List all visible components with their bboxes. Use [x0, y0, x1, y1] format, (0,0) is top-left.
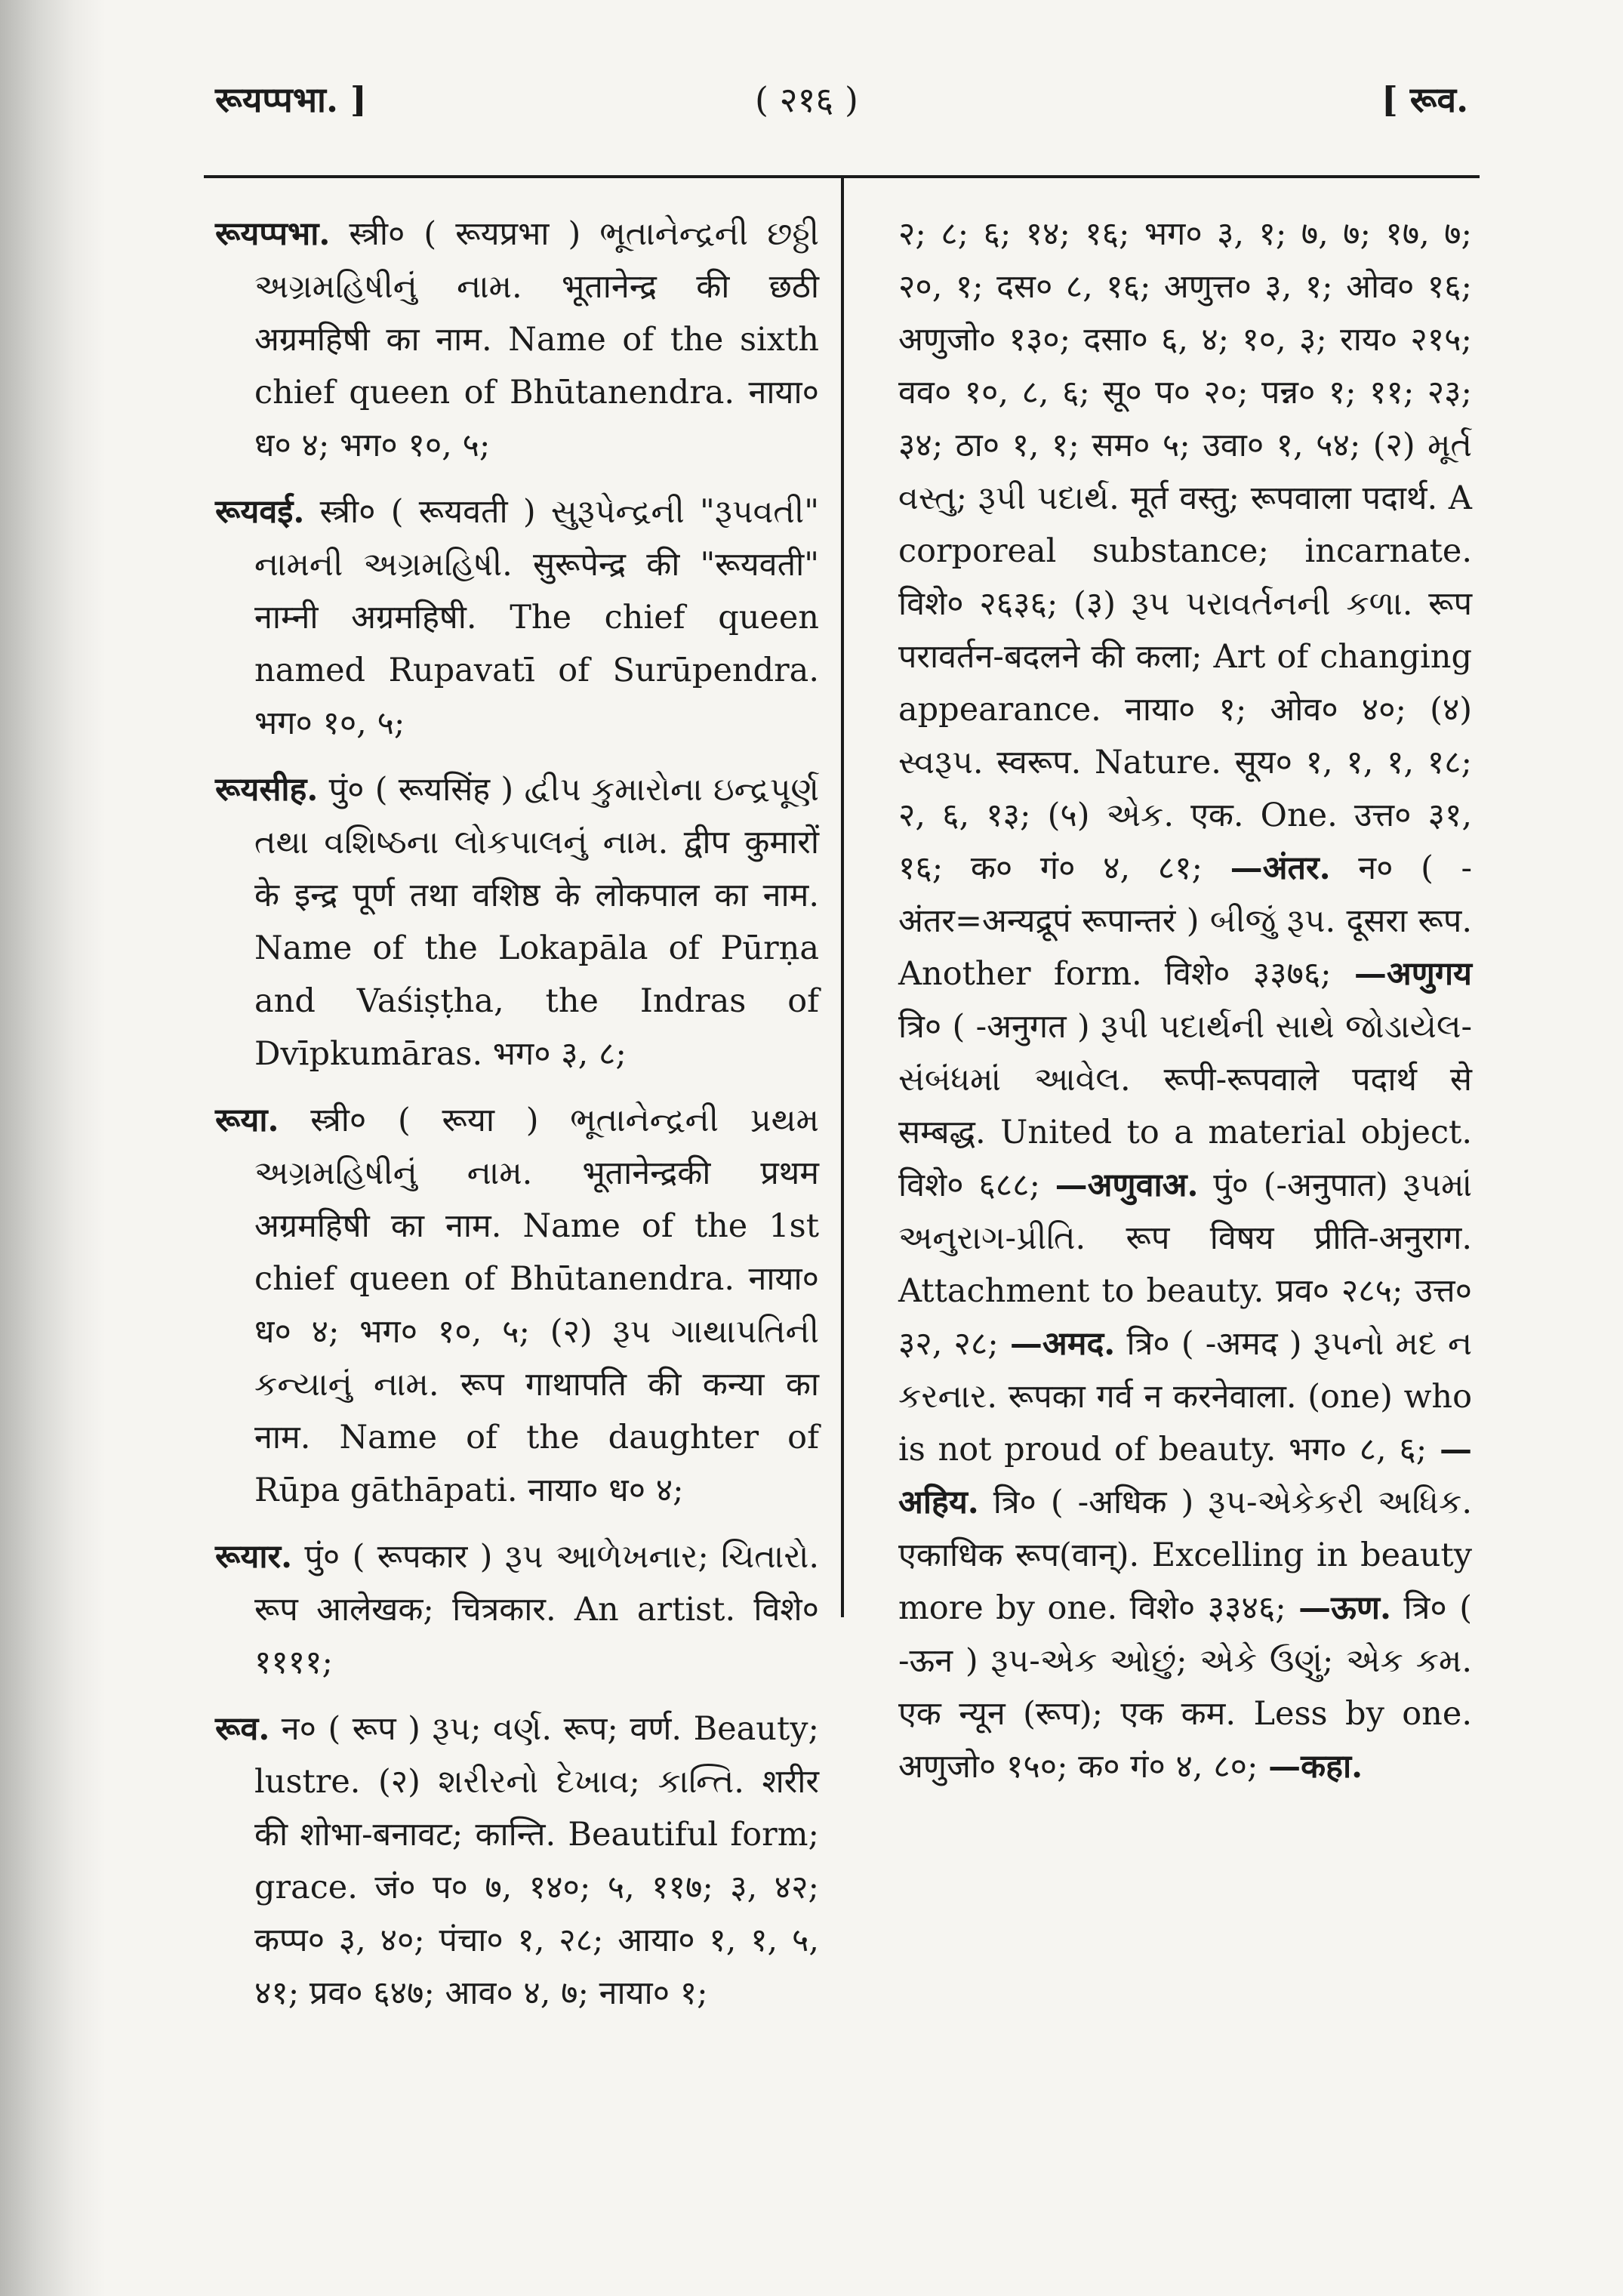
- entry-headword: रूयप्पभा.: [215, 215, 331, 253]
- entry-headword: रूयार.: [215, 1538, 293, 1576]
- subentry-headword: —ऊण.: [1298, 1589, 1391, 1627]
- entry-text: पुं० ( रूयसिंह ) દ્વીપ કુમારોના ઇન્દ્રપૂર્ણ તથા વશિષ્ઠના લોકપાલનું નામ. द्वीप कुमारों के इन्द्र पूर्ण तथा वशिष्ठ के लोकपाल का नाम. Name of the Lokapāla of Pūrṇa and Vaśiṣṭha, the Indras of Dvīpkumāras. भग० ३, ८;: [254, 771, 819, 1073]
- subentry-headword: —अहिय.: [898, 1431, 1473, 1521]
- entry-headword: रूया.: [215, 1102, 279, 1139]
- entry-headword: रूयवई.: [215, 493, 305, 531]
- dictionary-entry: [215, 1530, 819, 1689]
- subentry-headword: —अंतर.: [1230, 849, 1331, 887]
- entry-text: पुं० ( रूपकार ) રૂપ આળેખનાર; ચિતારો. रूप आलेखक; चित्रकार. An artist. विशे० ११११;: [254, 1538, 819, 1681]
- dictionary-entry: [215, 208, 819, 472]
- subentry-text: न० ( -अंतर=अन्यद्रूपं रूपान्तरं ) બીજું રૂપ. दूसरा रूप. Another form. विशे० ३३७६;: [898, 849, 1473, 993]
- entry-text: स्त्री० ( रूयवती ) સુરૂપેન્દ્રની "રૂપવતી" નામની અગ્રમહિષી. सुरूपेन्द्र की "रूयवती" नाम्नी अग्रमहिषी. The chief queen named Rupavatī of Surūpendra. भग० १०, ५;: [254, 493, 819, 742]
- entry-continuation: [898, 208, 1472, 1793]
- entry-headword: रूयसीह.: [215, 771, 319, 809]
- entry-text: स्त्री० ( रूया ) ભૂતાનેન્દ્રની પ્રથમ અગ્રમહિષીનું નામ. भूतानेन्द्रकी प्रथम अग्रमहिषी का नाम. Name of the 1st chief queen of Bhūtanendra. नाया० ध० ४; भग० १०, ५; (२) રૂપ ગાથાપતિની કન્યાનું નામ. रूप गाथापति की कन्या का नाम. Name of the daughter of Rūpa gāthāpati. नाया० ध० ४;: [254, 1102, 820, 1509]
- dictionary-entry: [215, 1703, 819, 2020]
- entry-text: स्त्री० ( रूयप्रभा ) ભૂતાનેન્દ્રની છઠ્ઠી અગ્રમહિષીનું નામ. भूतानेन्द्र की छठी अग्रमहिषी का नाम. Name of the sixth chief queen of Bhūtanendra. नाया० ध० ४; भग० १०, ५;: [254, 215, 819, 464]
- subentry-headword: —कहा.: [1268, 1748, 1363, 1786]
- dictionary-entry: [215, 1094, 819, 1517]
- subentry-text: त्रि० ( -अनुगत ) રૂપી પદાર્થની સાથે જોડાયેલ-સંબંધમાં આવેલ. रूपी-रूपवाले पदार्थ से सम्बद्ध. United to a material object. विशे० ६८८;: [898, 1008, 1472, 1204]
- entry-headword: रूव.: [215, 1710, 270, 1748]
- right-column: [898, 208, 1472, 1793]
- subentry-text: त्रि० ( -अमद ) રૂપનો મદ ન કરનાર. रूपका गर्व न करनेवाला. (one) who is not proud of beauty. भग० ८, ६;: [898, 1325, 1473, 1469]
- running-head-left: रूयप्पभा. ]: [215, 79, 367, 120]
- dictionary-entry: [215, 485, 819, 750]
- continuation-text: २; ८; ६; १४; १६; भग० ३, १; ७, ७; १७, ७; २०, १; दस० ८, १६; अणुत्त० ३, १; ओव० १६; अणुजो० १३०; दसा० ६, ४; १०, ३; राय० २१५; वव० १०, ८, ६; सू० प० २०; पन्न० १; ११; २३; ३४; ठा० १, १; सम० ५; उवा० १, ५४; (२) મૂર્ત વસ્તુ; રૂપી પદાર્થ. मूर्त वस्तु; रूपवाला पदार्थ. A corporeal substance; incarnate. विशे० २६३६; (३) રૂપ પરાવર્તનની કળા. रूप परावर्तन-बदलने की कला; Art of changing appearance. नाया० १; ओव० ४०; (४) સ્વરૂપ. स्वरूप. Nature. सूय० १, १, १, १८; २, ६, १३; (५) એક. एक. One. उत्त० ३१, १६; क० गं० ४, ८१;: [898, 215, 1472, 887]
- subentry-text: त्रि० ( -अधिक ) રૂપ-એકેકરી અધિક. एकाधिक रूप(वान्). Excelling in beauty more by one. विशे० ३३४६;: [898, 1484, 1473, 1627]
- book-binding-shadow: [0, 0, 106, 2296]
- column-divider: [841, 175, 844, 1617]
- subentry-headword: —अणुवाअ.: [1055, 1166, 1199, 1204]
- subentry-text: पुं० (-अनुपात) રૂપમાં અનુરાગ-પ્રીતિ. रूप विषय प्रीति-अनुराग. Attachment to beauty. प्रव० २८५; उत्त० ३२, २८;: [898, 1166, 1472, 1363]
- subentry-headword: —अणुगय: [1354, 955, 1472, 993]
- running-head-right: [ रूव.: [1381, 79, 1469, 120]
- left-column: [215, 208, 819, 2033]
- page-number: ( २१६ ): [755, 79, 858, 120]
- dictionary-entry: [215, 763, 819, 1080]
- subentry-headword: —अमद.: [1009, 1325, 1116, 1363]
- subentry-text: त्रि० ( -ऊन ) રૂપ-એક ઓછું; એકે ઉણું; એક કમ. एक न्यून (रूप); एक कम. Less by one. अणुजो० १५०; क० गं० ४, ८०;: [898, 1589, 1472, 1786]
- entry-text: न० ( रूप ) રૂપ; વર્ણ. रूप; वर्ण. Beauty; lustre. (२) શરીરનો દેખાવ; કાન્તિ. शरीर की शोभा-बनावट; कान्ति. Beautiful form; grace. जं० प० ७, १४०; ५, ११७; ३, ४२; कप्प० ३, ४०; पंचा० १, २८; आया० १, १, ५, ४१; प्रव० ६४७; आव० ४, ७; नाया० १;: [254, 1710, 820, 2012]
